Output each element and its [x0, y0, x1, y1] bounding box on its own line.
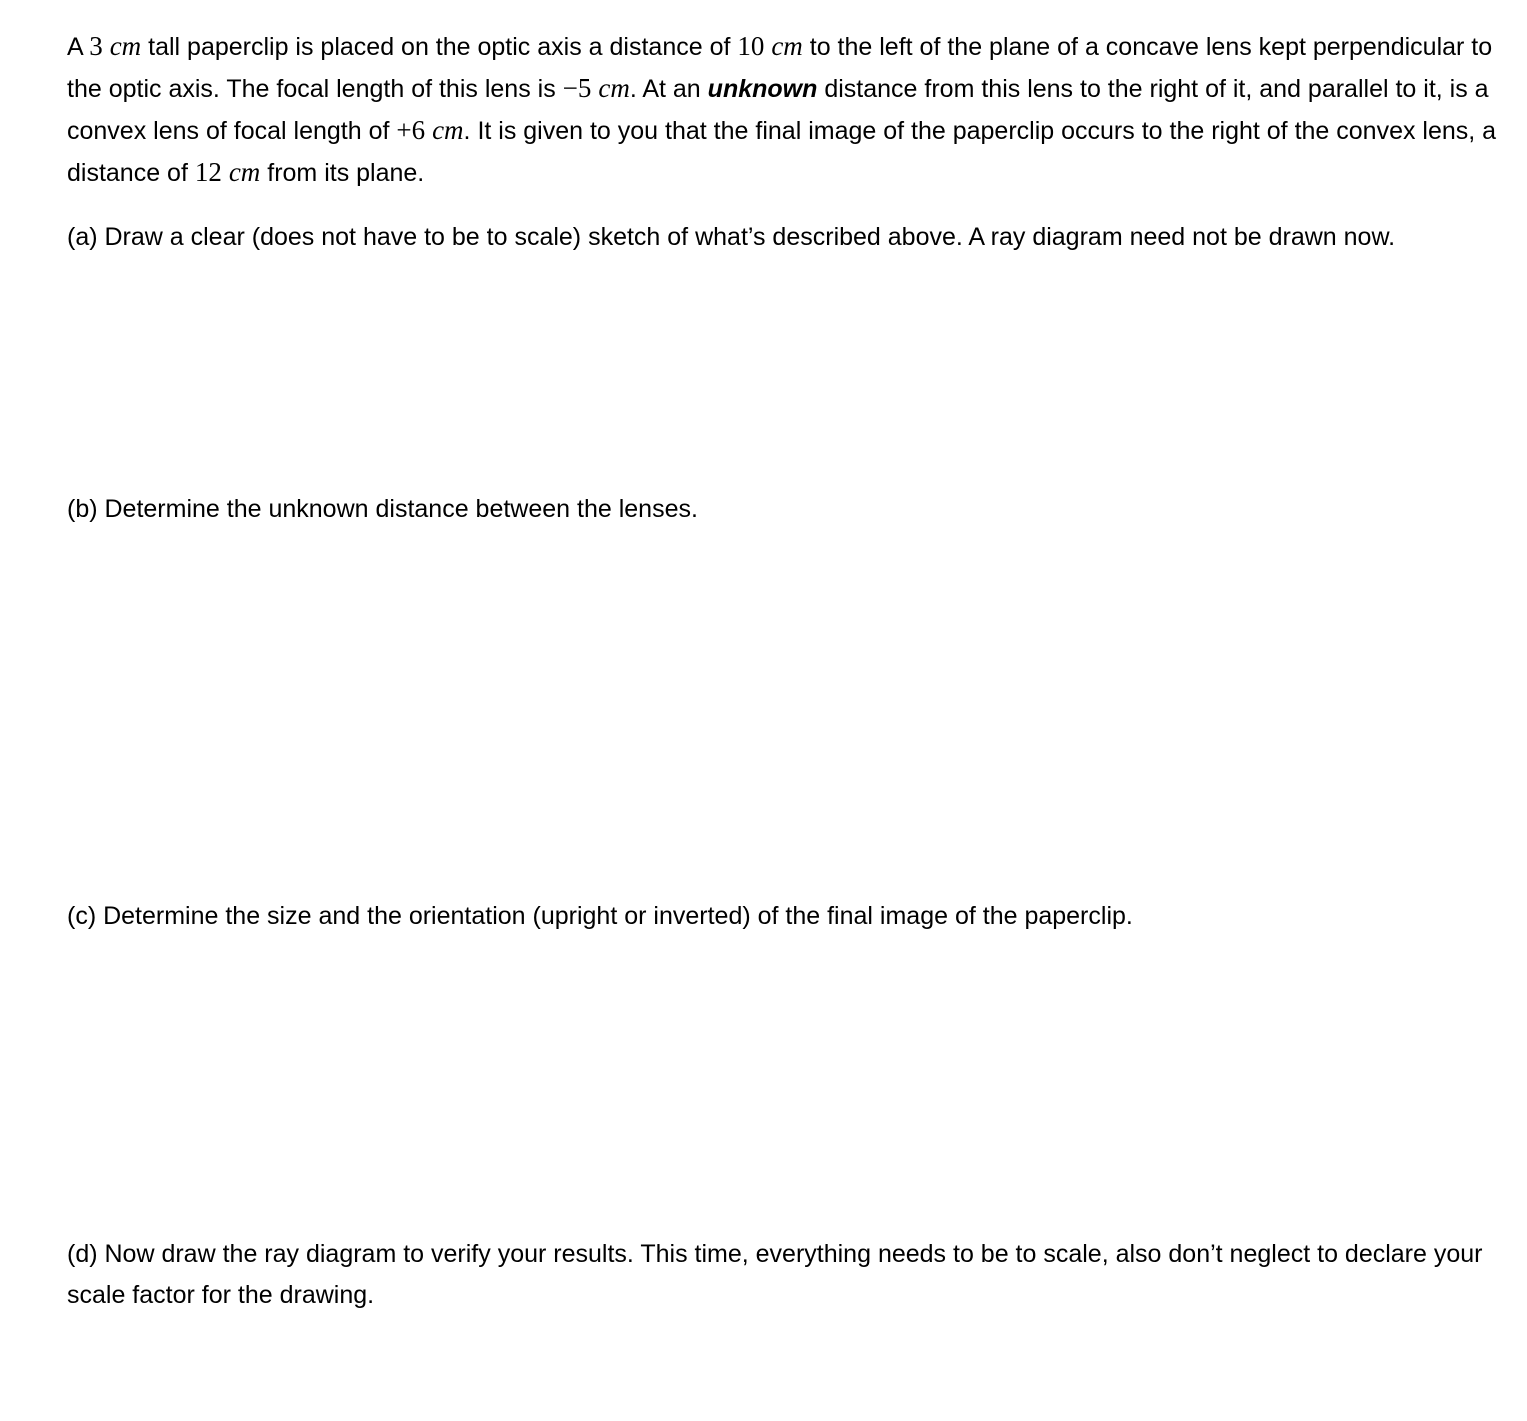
unit-cm: cm: [432, 115, 464, 145]
unit-cm: cm: [598, 73, 630, 103]
answer-space-c[interactable]: [67, 944, 1512, 1224]
intro-text-4: . At an: [629, 75, 708, 103]
question-d: (d) Now draw the ray diagram to verify your results. This time, everything needs to be to scale, also don’t neglect to declare your scale factor for the drawing.: [67, 1240, 1483, 1309]
intro-text-7: from its plane.: [260, 159, 425, 187]
intro-text-6: . It is given to you that the final image of the paperclip occurs to the right of the convex lens, a distance of: [67, 117, 1497, 187]
question-a: (a) Draw a clear (does not have to be to scale) sketch of what’s described above. A ray diagram need not be drawn now.: [67, 223, 1396, 251]
answer-space-b[interactable]: [67, 537, 1512, 887]
unknown-emphasis: unknown: [707, 75, 818, 103]
concave-focal-length-value: −5: [562, 73, 592, 103]
unit-cm: cm: [109, 31, 142, 61]
answer-space-a[interactable]: [67, 265, 1512, 480]
intro-text-5: distance from this lens to the right of it, and parallel to it, is a convex lens of focal length of: [67, 75, 1489, 145]
unit-cm: cm: [771, 31, 803, 61]
unit-cm: cm: [228, 157, 261, 187]
object-distance-value: 10: [737, 31, 765, 61]
problem-statement: [67, 26, 1512, 194]
question-c: (c) Determine the size and the orientation (upright or inverted) of the final image of the paperclip.: [67, 902, 1133, 930]
intro-text-3: to the left of the plane of a concave lens kept perpendicular to the optic axis. The focal length of this lens is: [67, 33, 1493, 103]
question-b: (b) Determine the unknown distance between the lenses.: [67, 495, 698, 523]
intro-text-1: A: [67, 33, 90, 61]
paperclip-height-value: 3: [89, 31, 103, 61]
final-image-distance-value: 12: [194, 157, 222, 187]
intro-text-2: tall paperclip is placed on the optic axis a distance of: [141, 33, 738, 61]
answer-space-d[interactable]: [67, 1324, 1512, 1414]
convex-focal-length-value: +6: [396, 115, 426, 145]
